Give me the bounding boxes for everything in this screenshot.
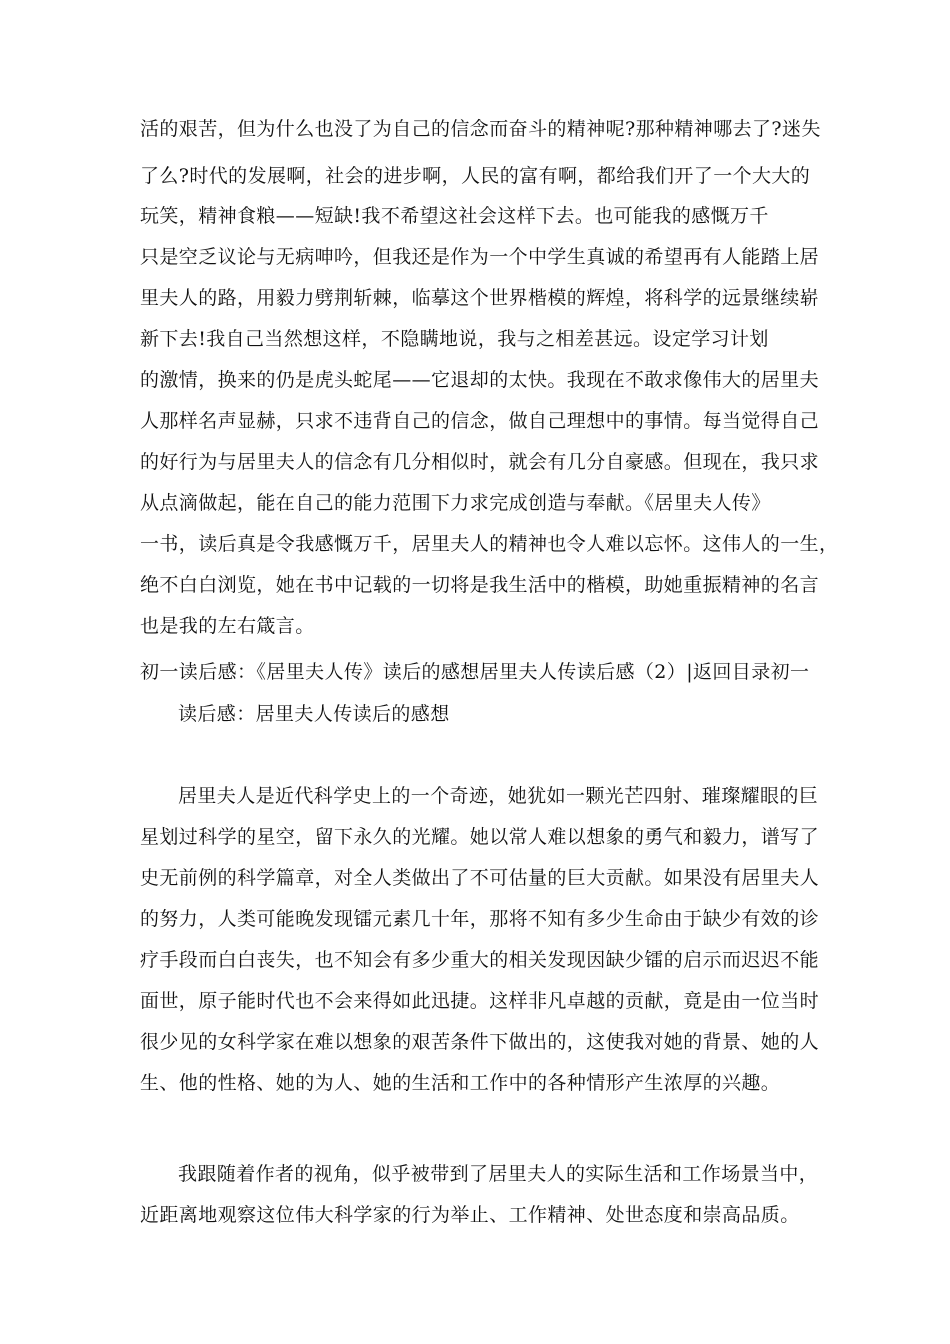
body-text-line: 从点滴做起，能在自己的能力范围下力求完成创造与奉献。《居里夫人传》 <box>140 492 771 514</box>
body-text-line: 一书，读后真是令我感慨万千，居里夫人的精神也令人难以忘怀。这伟人的一生， <box>140 533 839 555</box>
body-text-line: 新下去!我自己当然想这样，不隐瞒地说，我与之相差甚远。设定学习计划 <box>140 328 769 350</box>
paragraph-line: 的努力，人类可能晚发现镭元素几十年，那将不知有多少生命由于缺少有效的诊 <box>140 908 820 930</box>
paragraph-line: 居里夫人是近代科学史上的一个奇迹，她犹如一颗光芒四射、璀璨耀眼的巨 <box>178 785 819 807</box>
body-text-line: 绝不白白浏览，她在书中记载的一切将是我生活中的楷模，助她重振精神的名言 <box>140 574 820 596</box>
paragraph-line: 近距离地观察这位伟大科学家的行为举止、工作精神、处世态度和崇高品质。 <box>140 1204 800 1226</box>
paragraph-line: 生、他的性格、她的为人、她的生活和工作中的各种情形产生浓厚的兴趣。 <box>140 1072 781 1094</box>
body-text-line: 活的艰苦，但为什么也没了为自己的信念而奋斗的精神呢?那种精神哪去了?迷失 <box>140 118 821 140</box>
paragraph-line: 疗手段而白白丧失，也不知会有多少重大的相关发现因缺少镭的启示而迟迟不能 <box>140 949 820 971</box>
paragraph-line: 我跟随着作者的视角，似乎被带到了居里夫人的实际生活和工作场景当中， <box>178 1163 819 1185</box>
body-text-line: 了么?时代的发展啊，社会的进步啊，人民的富有啊，都给我们开了一个大大的 <box>140 165 811 187</box>
paragraph-line: 史无前例的科学篇章，对全人类做出了不可估量的巨大贡献。如果没有居里夫人 <box>140 867 820 889</box>
paragraph-line: 星划过科学的星空，留下永久的光耀。她以常人难以想象的勇气和毅力，谱写了 <box>140 826 820 848</box>
body-text-line: 只是空乏议论与无病呻吟，但我还是作为一个中学生真诚的希望再有人能踏上居 <box>140 246 820 268</box>
section-heading-link[interactable]: 初一读后感：《居里夫人传》读后的感想居里夫人传读后感（2）|返回目录初一 <box>140 661 810 683</box>
body-text-line: 玩笑，精神食粮——短缺!我不希望这社会这样下去。也可能我的感慨万千 <box>140 205 769 227</box>
section-heading-subtitle: 读后感：居里夫人传读后的感想 <box>178 703 450 725</box>
body-text-line: 的好行为与居里夫人的信念有几分相似时，就会有几分自豪感。但现在，我只求 <box>140 451 820 473</box>
paragraph-line: 面世，原子能时代也不会来得如此迅捷。这样非凡卓越的贡献，竟是由一位当时 <box>140 990 820 1012</box>
body-text-line: 也是我的左右箴言。 <box>140 615 315 637</box>
body-text-line: 人那样名声显赫，只求不违背自己的信念，做自己理想中的事情。每当觉得自己 <box>140 410 820 432</box>
paragraph-line: 很少见的女科学家在难以想象的艰苦条件下做出的，这使我对她的背景、她的人 <box>140 1031 820 1053</box>
body-text-line: 的激情，换来的仍是虎头蛇尾——它退却的太快。我现在不敢求像伟大的居里夫 <box>140 369 820 391</box>
body-text-line: 里夫人的路，用毅力劈荆斩棘，临摹这个世界楷模的辉煌，将科学的远景继续崭 <box>140 287 820 309</box>
